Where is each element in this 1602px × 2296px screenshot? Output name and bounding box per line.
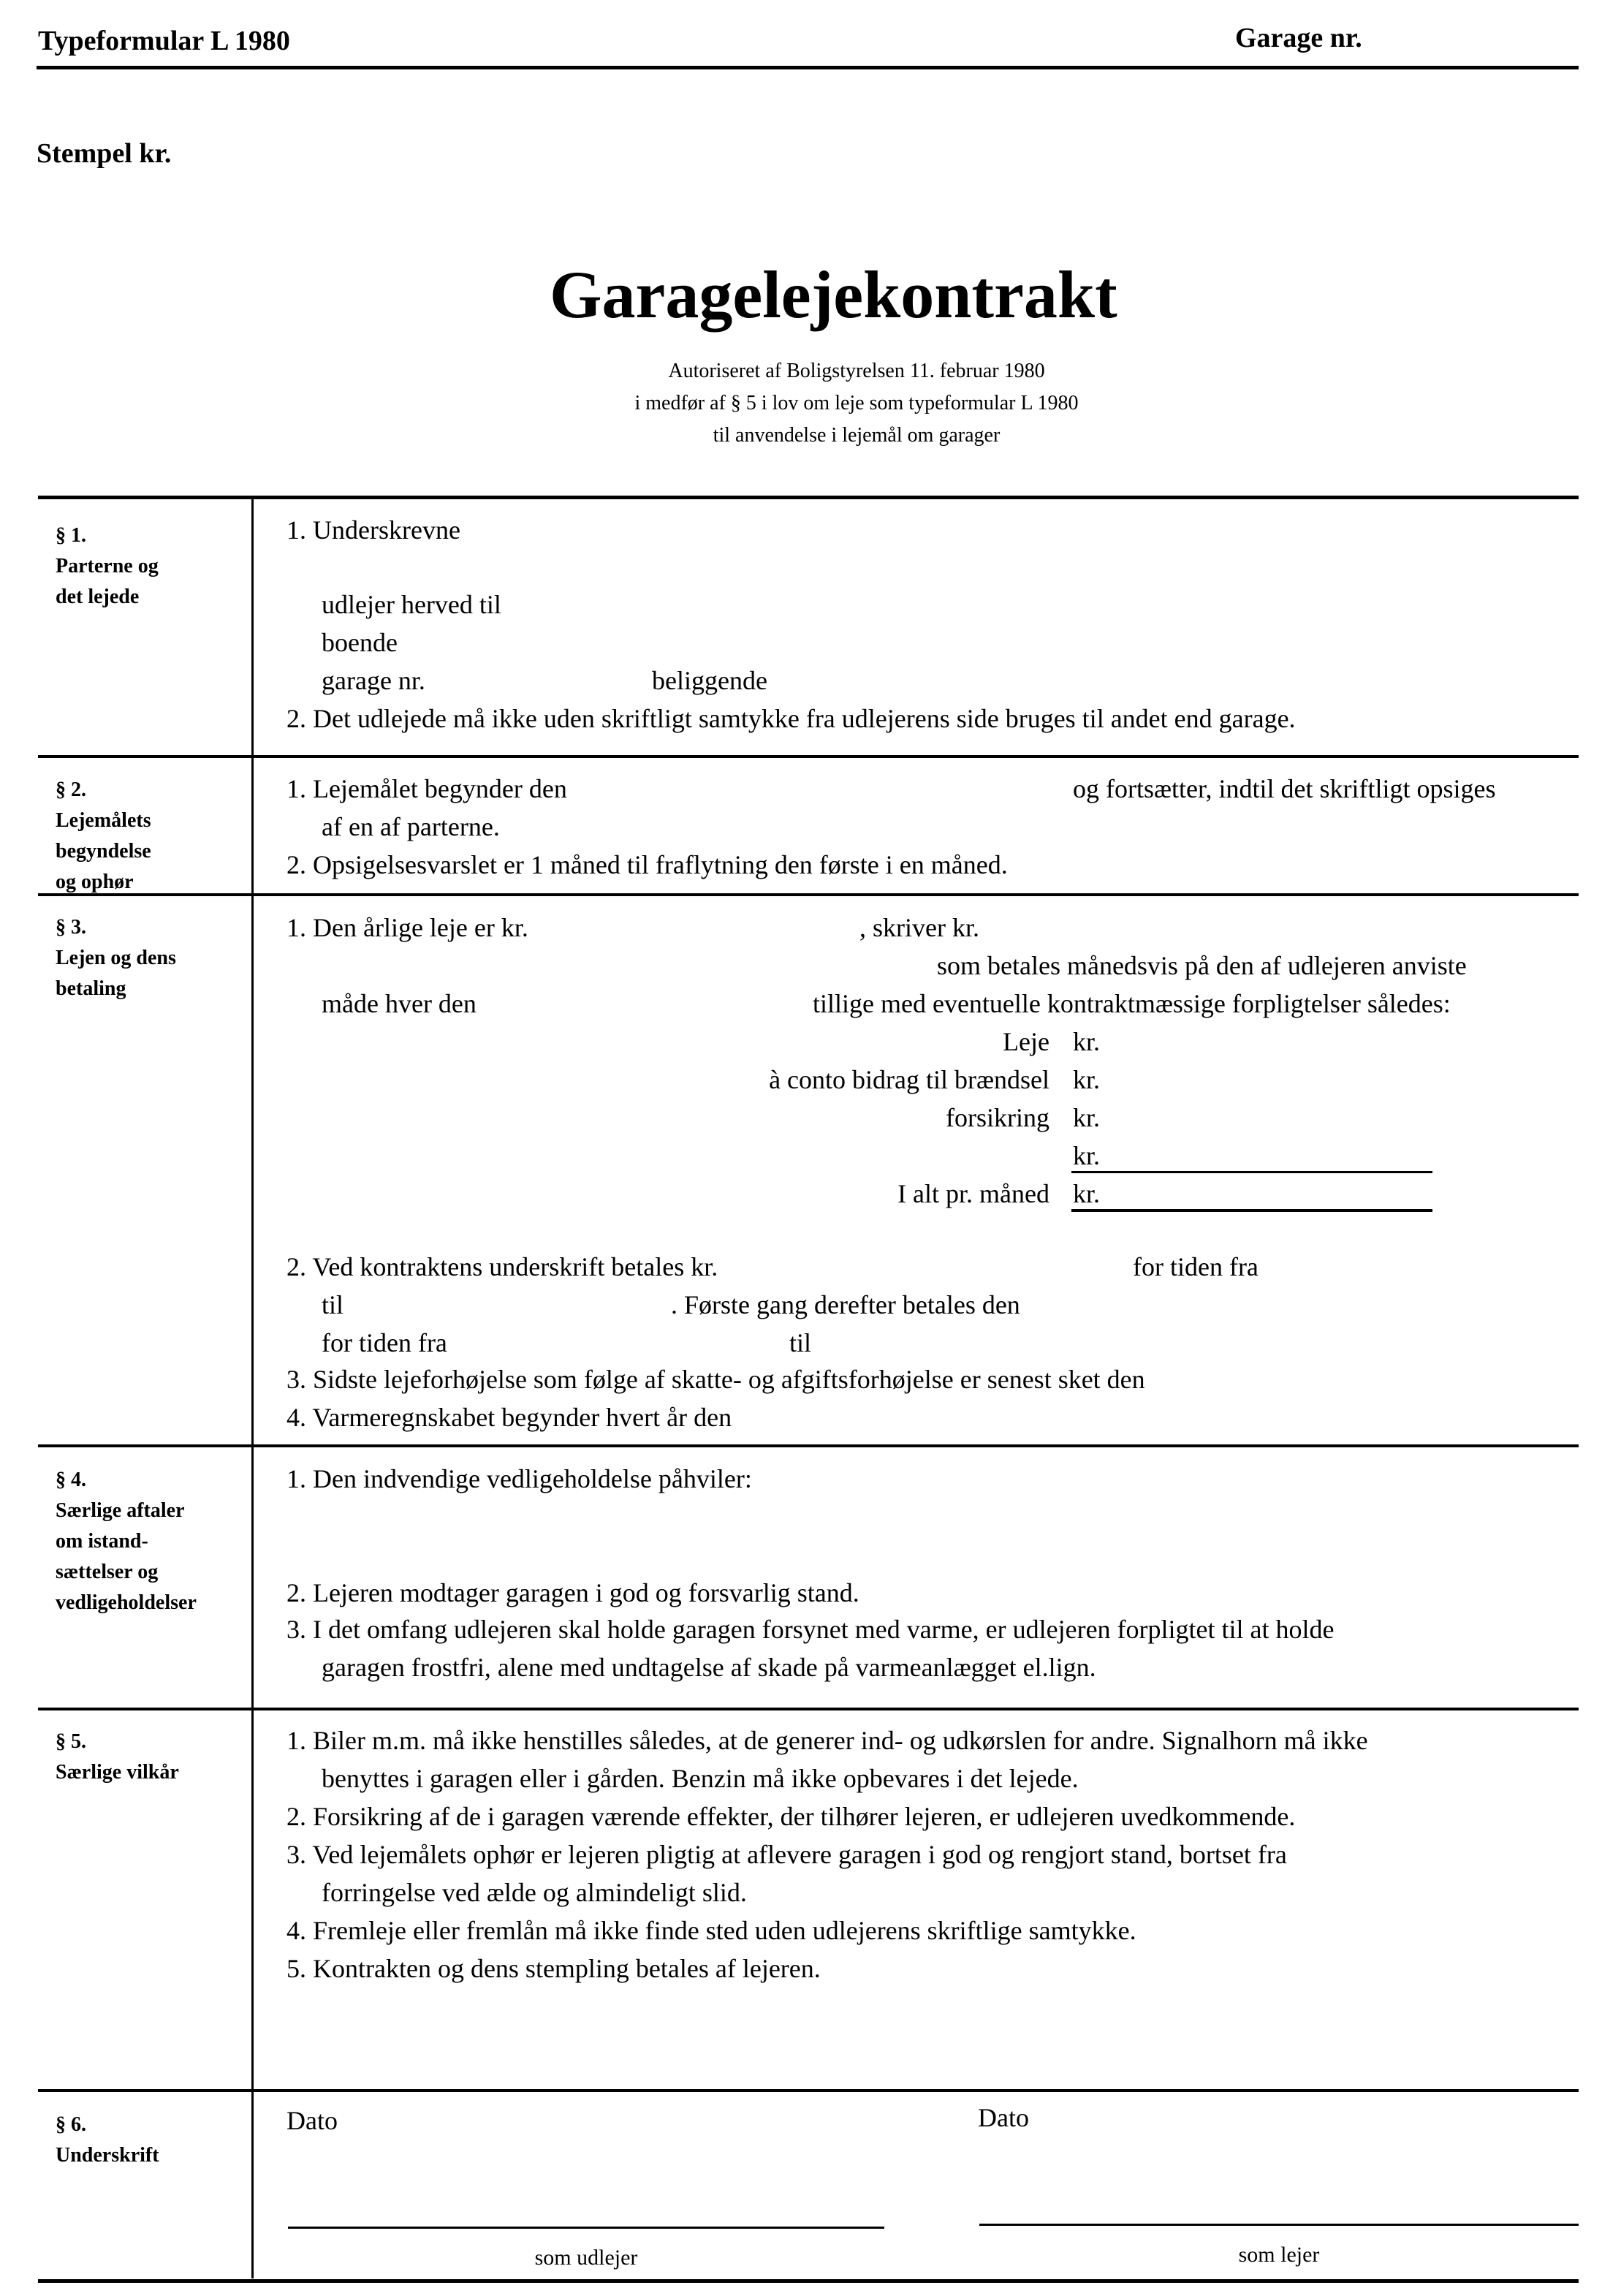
section-divider <box>38 2089 1579 2092</box>
s4-line: 3. I det omfang udlejeren skal holde garagen forsynet med varme, er udlejeren forpligtet til at holde <box>286 1615 1335 1644</box>
s3-line: som betales månedsvis på den af udlejeren anviste <box>937 951 1467 980</box>
last-increase-date-field[interactable] <box>1286 1364 1567 1395</box>
insurance-amount-field[interactable] <box>1118 1102 1421 1133</box>
s5-line: 4. Fremleje eller fremlån må ikke finde sted uden udlejerens skriftlige samtykke. <box>286 1916 1136 1945</box>
subtitle <box>491 355 1222 452</box>
s5-line: 2. Forsikring af de i garagen værende effekter, der tilhører lejeren, er udlejeren uvedkommende. <box>286 1802 1296 1831</box>
garage-location-field[interactable] <box>797 665 1567 696</box>
payment-day-field[interactable] <box>512 988 807 1019</box>
subtitle-line-2: i medfør af § 5 i lov om leje som typeformular L 1980 <box>634 392 1079 414</box>
s1-line: boende <box>322 628 398 657</box>
column-divider <box>251 499 254 2278</box>
s1-line: udlejer herved til <box>322 590 501 619</box>
s1-line: garage nr. <box>322 666 425 695</box>
next-period-from-field[interactable] <box>475 1327 785 1358</box>
section-number: § 4. <box>56 1469 86 1491</box>
s3-line: 2. Ved kontraktens underskrift betales kr. <box>286 1252 718 1281</box>
section-number: § 5. <box>56 1730 86 1753</box>
landlord-date-field[interactable] <box>358 2105 873 2136</box>
stamp-amount-field[interactable] <box>190 137 485 168</box>
landlord-signature-line <box>288 2227 884 2229</box>
annual-rent-words-field[interactable] <box>1009 912 1567 943</box>
table-bottom-rule <box>38 2279 1579 2283</box>
form-type-label: Typeformular L 1980 <box>38 26 290 56</box>
s2-line: 1. Lejemålet begynder den <box>286 774 567 803</box>
section-title-line: vedligeholdelser <box>56 1591 197 1614</box>
section-divider <box>38 1444 1579 1447</box>
rent-amount-field[interactable] <box>1118 1026 1421 1057</box>
s5-line: forringelse ved ælde og almindeligt slid. <box>322 1878 747 1907</box>
s3-line: til <box>322 1290 344 1319</box>
section-divider <box>38 496 1579 499</box>
tenant-date-field[interactable] <box>1049 2102 1564 2133</box>
breakdown-currency: kr. <box>1073 1065 1101 1094</box>
s5-line: 3. Ved lejemålets ophør er lejeren pligtig at aflevere garagen i god og rengjort stand, bortset fra <box>286 1840 1287 1869</box>
breakdown-currency: kr. <box>1073 1027 1101 1056</box>
garage-number-field[interactable] <box>453 665 646 696</box>
breakdown-label-insurance: forsikring <box>946 1103 1049 1132</box>
section-title-line: Lejemålets <box>56 809 151 832</box>
section-title-line: Særlige vilkår <box>56 1761 179 1784</box>
s3-line: til <box>789 1328 812 1357</box>
s1-line: beliggende <box>652 666 767 695</box>
s4-line: 1. Den indvendige vedligeholdelse påhviler: <box>286 1464 752 1493</box>
s3-line: for tiden fra <box>322 1328 447 1357</box>
section-5-label <box>56 1727 179 1788</box>
section-title-line: Lejen og dens <box>56 947 176 969</box>
section-divider <box>38 893 1579 896</box>
next-period-to-field[interactable] <box>826 1327 1567 1358</box>
s3-line: , skriver kr. <box>859 913 979 942</box>
landlord-role-label: som udlejer <box>534 2246 638 2270</box>
section-1-label <box>56 520 159 613</box>
section-3-label <box>56 912 176 1004</box>
s4-line: garagen frostfri, alene med undtagelse af skade på varmeanlægget el.lign. <box>322 1653 1096 1682</box>
section-title-line: Parterne og <box>56 555 159 577</box>
s3-line: 3. Sidste lejeforhøjelse som følge af skatte- og afgiftsforhøjelse er senest sket den <box>286 1365 1145 1394</box>
lease-start-date-field[interactable] <box>621 773 1063 804</box>
special-terms-field[interactable] <box>286 1993 1567 2083</box>
section-title-line: betaling <box>56 977 126 1000</box>
landlord-date-label: Dato <box>286 2106 338 2135</box>
other-item-label-field[interactable] <box>731 1140 1052 1171</box>
section-title-line: det lejede <box>56 586 140 608</box>
subtitle-line-1: Autoriseret af Boligstyrelsen 11. februar 1980 <box>668 360 1045 382</box>
section-title-line: Særlige aftaler <box>56 1499 185 1522</box>
breakdown-currency: kr. <box>1073 1179 1101 1208</box>
s5-line: 1. Biler m.m. må ikke henstilles således, at de generer ind- og udkørslen for andre. Signalhorn må ikke <box>286 1726 1368 1755</box>
s4-line: 2. Lejeren modtager garagen i god og forsvarlig stand. <box>286 1578 859 1607</box>
s3-line: 4. Varmeregnskabet begynder hvert år den <box>286 1403 732 1432</box>
s2-line: og fortsætter, indtil det skriftligt opsiges <box>1073 774 1496 803</box>
tenant-role-label: som lejer <box>1238 2243 1320 2267</box>
annual-rent-field[interactable] <box>577 912 858 943</box>
other-amount-field[interactable] <box>1118 1140 1421 1171</box>
section-title-line: Underskrift <box>56 2144 159 2167</box>
fuel-amount-field[interactable] <box>1118 1064 1421 1095</box>
s2-line: 2. Opsigelsesvarslet er 1 måned til fraflytning den første i en måned. <box>286 850 1008 879</box>
s3-line: tillige med eventuelle kontraktmæssige forpligtelser således: <box>813 989 1451 1018</box>
landlord-details-field[interactable] <box>286 556 1568 586</box>
tenant-signature-line <box>979 2224 1579 2226</box>
section-6-label <box>56 2110 159 2171</box>
total-monthly-field[interactable] <box>1118 1178 1421 1209</box>
section-2-label <box>56 775 151 898</box>
s3-line: 1. Den årlige leje er kr. <box>286 913 528 942</box>
interior-maintenance-field[interactable] <box>322 1501 1567 1585</box>
subtitle-line-3: til anvendelse i lejemål om garager <box>713 424 1001 447</box>
section-title-line: sættelser og <box>56 1561 159 1583</box>
tenant-address-field[interactable] <box>424 627 1567 658</box>
section-title-line: om istand- <box>56 1530 148 1553</box>
breakdown-label-rent: Leje <box>1003 1027 1049 1056</box>
s3-line: for tiden fra <box>1133 1252 1259 1281</box>
garage-nr-field[interactable] <box>1389 22 1574 53</box>
stamp-label: Stempel kr. <box>37 138 172 169</box>
section-4-label <box>56 1465 197 1618</box>
s1-line: 1. Underskrevne <box>286 515 460 545</box>
annual-rent-words-field-2[interactable] <box>286 950 925 981</box>
period-from-field[interactable] <box>1286 1251 1567 1282</box>
breakdown-currency: kr. <box>1073 1141 1101 1170</box>
section-title-line: og ophør <box>56 871 134 893</box>
garage-nr-label: Garage nr. <box>1235 23 1362 53</box>
breakdown-label-fuel: à conto bidrag til brændsel <box>769 1065 1049 1094</box>
landlord-name-field[interactable] <box>482 515 1567 545</box>
tenant-date-label: Dato <box>978 2103 1029 2132</box>
section-number: § 6. <box>56 2113 86 2136</box>
period-to-field[interactable] <box>358 1289 668 1320</box>
section-number: § 1. <box>56 524 86 547</box>
section-number: § 2. <box>56 778 86 801</box>
next-payment-date-field[interactable] <box>1082 1289 1567 1320</box>
s5-line: benyttes i garagen eller i gården. Benzin må ikke opbevares i det lejede. <box>322 1764 1079 1793</box>
heating-account-date-field[interactable] <box>819 1402 1567 1433</box>
subtotal-rule <box>1071 1171 1432 1173</box>
s3-line: . Første gang derefter betales den <box>671 1290 1020 1319</box>
s1-line: 2. Det udlejede må ikke uden skriftligt samtykke fra udlejerens side bruges til andet end garage. <box>286 704 1296 733</box>
tenant-name-field[interactable] <box>534 589 1567 620</box>
s5-line: 5. Kontrakten og dens stempling betales af lejeren. <box>286 1954 821 1983</box>
header-rule <box>37 66 1579 69</box>
landlord-signature-field[interactable] <box>288 2164 887 2224</box>
s3-line: måde hver den <box>322 989 477 1018</box>
section-divider <box>38 755 1579 758</box>
section-number: § 3. <box>56 916 86 939</box>
breakdown-label-total: I alt pr. måned <box>897 1179 1049 1208</box>
tenant-signature-field[interactable] <box>979 2161 1582 2221</box>
page-title: Garagelejekontrakt <box>550 257 1117 332</box>
section-title-line: begyndelse <box>56 840 151 863</box>
total-rule <box>1071 1209 1432 1212</box>
section-divider <box>38 1708 1579 1710</box>
breakdown-currency: kr. <box>1073 1103 1101 1132</box>
s2-line: af en af parterne. <box>322 812 500 841</box>
signing-payment-field[interactable] <box>797 1251 1121 1282</box>
